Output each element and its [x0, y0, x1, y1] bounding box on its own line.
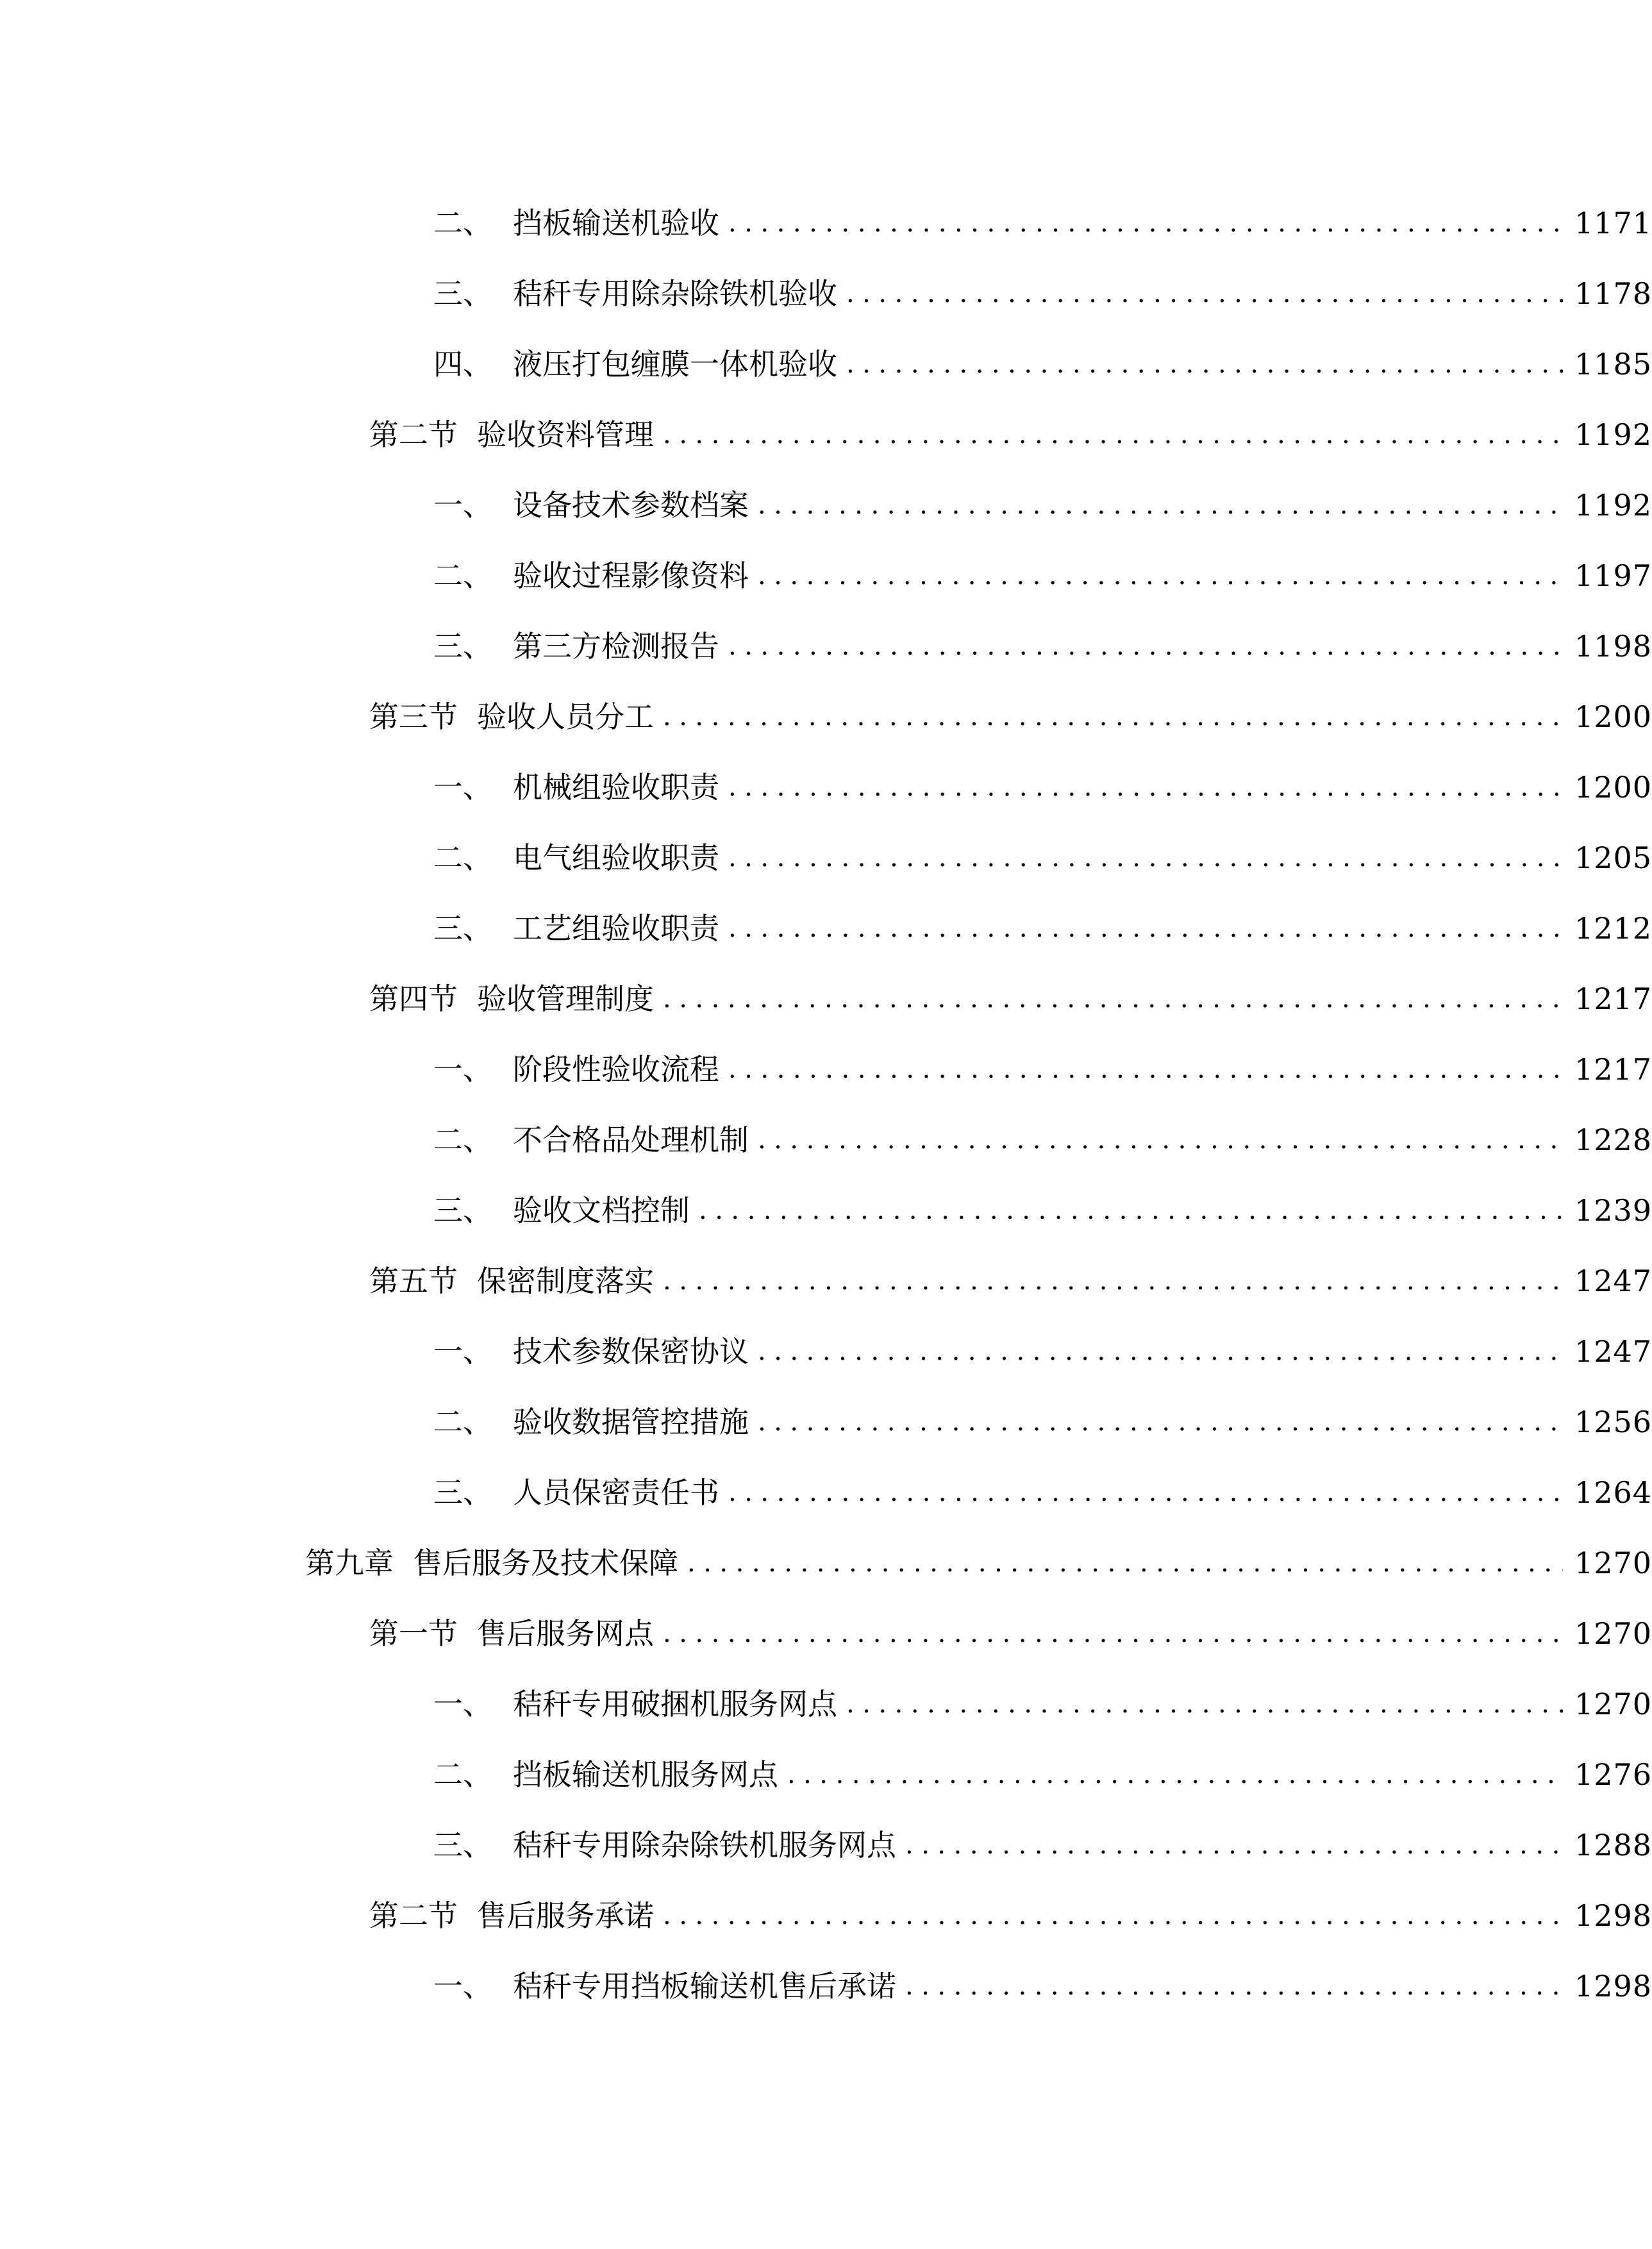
toc-entry[interactable] — [433, 342, 1652, 387]
toc-entry-number: 三、 — [433, 629, 492, 664]
dot-leader — [758, 553, 1563, 598]
toc-entry[interactable] — [369, 1893, 1652, 1938]
toc-entry-page: 1200 — [1574, 770, 1652, 805]
toc-entry-title: 挡板输送机验收 — [513, 206, 719, 240]
toc-entry-number: 三、 — [433, 911, 492, 946]
toc-entry-number: 三、 — [433, 1475, 492, 1510]
dot-leader — [728, 835, 1563, 880]
toc-entry-number: 一、 — [433, 488, 492, 523]
toc-entry-title: 验收管理制度 — [477, 982, 654, 1016]
toc-entry-page: 1228 — [1574, 1123, 1652, 1157]
toc-entry-page: 1247 — [1574, 1264, 1652, 1298]
dot-leader — [687, 1541, 1563, 1585]
toc-entry-page: 1270 — [1574, 1546, 1652, 1580]
toc-entry-page: 1270 — [1574, 1687, 1652, 1721]
toc-entry-title: 人员保密责任书 — [513, 1475, 719, 1510]
toc-entry[interactable] — [369, 1258, 1652, 1303]
dot-leader — [663, 1611, 1563, 1656]
toc-entry-page: 1192 — [1574, 417, 1652, 452]
toc-entry[interactable] — [433, 553, 1652, 598]
dot-leader — [663, 694, 1563, 739]
dot-leader — [728, 201, 1563, 246]
toc-entry-number: 第二节 — [369, 1898, 458, 1933]
toc-entry[interactable] — [433, 1329, 1652, 1374]
toc-entry-page: 1270 — [1574, 1616, 1652, 1651]
toc-entry-number: 三、 — [433, 1828, 492, 1862]
toc-entry-title: 设备技术参数档案 — [513, 488, 749, 523]
dot-leader — [846, 1682, 1563, 1726]
toc-entry-title: 验收过程影像资料 — [513, 558, 749, 593]
toc-entry[interactable] — [433, 271, 1652, 316]
toc-entry[interactable] — [433, 765, 1652, 810]
toc-entry[interactable] — [433, 1117, 1652, 1162]
toc-entry-number: 一、 — [433, 770, 492, 805]
dot-leader — [758, 483, 1563, 528]
toc-entry-title: 机械组验收职责 — [513, 770, 719, 805]
toc-entry-number: 二、 — [433, 1757, 492, 1792]
toc-entry-page: 1200 — [1574, 699, 1652, 734]
toc-entry-title: 秸秆专用除杂除铁机服务网点 — [513, 1828, 896, 1862]
toc-entry[interactable] — [433, 1400, 1652, 1444]
toc-entry-title: 秸秆专用除杂除铁机验收 — [513, 276, 837, 311]
toc-entry-number: 第五节 — [369, 1264, 458, 1298]
toc-entry[interactable] — [305, 1541, 1652, 1585]
toc-entry[interactable] — [433, 835, 1652, 880]
toc-entry-number: 二、 — [433, 840, 492, 875]
dot-leader — [728, 624, 1563, 669]
toc-entry-page: 1192 — [1574, 488, 1652, 523]
dot-leader — [699, 1188, 1563, 1233]
dot-leader — [758, 1117, 1563, 1162]
toc-entry[interactable] — [433, 201, 1652, 246]
toc-entry-page: 1197 — [1574, 558, 1652, 593]
toc-entry[interactable] — [433, 1470, 1652, 1515]
toc-entry-page: 1256 — [1574, 1405, 1652, 1439]
toc-entry[interactable] — [433, 1682, 1652, 1726]
dot-leader — [663, 1893, 1563, 1938]
toc-entry-number: 三、 — [433, 1193, 492, 1228]
toc-entry-page: 1185 — [1574, 347, 1652, 381]
toc-entry[interactable] — [369, 976, 1652, 1021]
toc-entry-page: 1247 — [1574, 1334, 1652, 1369]
toc-entry-number: 一、 — [433, 1052, 492, 1087]
toc-entry-title: 电气组验收职责 — [513, 840, 719, 875]
toc-entry-title: 秸秆专用破捆机服务网点 — [513, 1687, 837, 1721]
toc-entry-number: 二、 — [433, 558, 492, 593]
toc-entry[interactable] — [433, 1752, 1652, 1797]
dot-leader — [846, 342, 1563, 387]
toc-entry-page: 1198 — [1574, 629, 1652, 664]
toc-entry-title: 验收人员分工 — [477, 699, 654, 734]
toc-entry-title: 阶段性验收流程 — [513, 1052, 719, 1087]
dot-leader — [787, 1752, 1563, 1797]
toc-entry[interactable] — [433, 1047, 1652, 1092]
dot-leader — [663, 412, 1563, 457]
toc-entry[interactable] — [433, 1823, 1652, 1868]
toc-entry-page: 1264 — [1574, 1475, 1652, 1510]
toc-entry-number: 二、 — [433, 1405, 492, 1439]
toc-entry-page: 1212 — [1574, 911, 1652, 946]
toc-entry-number: 一、 — [433, 1969, 492, 2003]
toc-entry-page: 1298 — [1574, 1969, 1652, 2003]
dot-leader — [728, 906, 1563, 951]
toc-entry-number: 第九章 — [305, 1546, 394, 1580]
toc-entry-title: 挡板输送机服务网点 — [513, 1757, 778, 1792]
dot-leader — [846, 271, 1563, 316]
toc-entry-title: 技术参数保密协议 — [513, 1334, 749, 1369]
toc-entry[interactable] — [433, 1188, 1652, 1233]
toc-entry-page: 1276 — [1574, 1757, 1652, 1792]
toc-entry-title: 工艺组验收职责 — [513, 911, 719, 946]
toc-entry-page: 1178 — [1574, 276, 1652, 311]
toc-entry-number: 第二节 — [369, 417, 458, 452]
toc-entry-title: 第三方检测报告 — [513, 629, 719, 664]
toc-entry-title: 验收文档控制 — [513, 1193, 690, 1228]
dot-leader — [728, 765, 1563, 810]
toc-entry-title: 不合格品处理机制 — [513, 1123, 749, 1157]
toc-entry-title: 保密制度落实 — [477, 1264, 654, 1298]
toc-entry-title: 验收资料管理 — [477, 417, 654, 452]
toc-entry[interactable] — [433, 624, 1652, 669]
toc-entry-title: 秸秆专用挡板输送机售后承诺 — [513, 1969, 896, 2003]
toc-entry-title: 验收数据管控措施 — [513, 1405, 749, 1439]
toc-entry-page: 1239 — [1574, 1193, 1652, 1228]
toc-entry-page: 1298 — [1574, 1898, 1652, 1933]
toc-entry[interactable] — [433, 1964, 1652, 2009]
toc-entry-number: 第四节 — [369, 982, 458, 1016]
toc-entry-title: 售后服务承诺 — [477, 1898, 654, 1933]
dot-leader — [758, 1400, 1563, 1444]
toc-entry-page: 1205 — [1574, 840, 1652, 875]
toc-entry[interactable] — [369, 412, 1652, 457]
toc-entry-page: 1171 — [1574, 206, 1652, 240]
toc-entry-title: 液压打包缠膜一体机验收 — [513, 347, 837, 381]
toc-entry-number: 二、 — [433, 1123, 492, 1157]
toc-entry-number: 四、 — [433, 347, 492, 381]
toc-entry-number: 一、 — [433, 1687, 492, 1721]
dot-leader — [728, 1470, 1563, 1515]
toc-entry-number: 第三节 — [369, 699, 458, 734]
toc-entry-number: 第一节 — [369, 1616, 458, 1651]
toc-entry-page: 1288 — [1574, 1828, 1652, 1862]
toc-entry-number: 三、 — [433, 276, 492, 311]
toc-entry-number: 一、 — [433, 1334, 492, 1369]
toc-entry[interactable] — [369, 1611, 1652, 1656]
toc-entry[interactable] — [433, 906, 1652, 951]
toc-entry[interactable] — [369, 694, 1652, 739]
dot-leader — [905, 1823, 1563, 1868]
toc-entry-page: 1217 — [1574, 1052, 1652, 1087]
toc-entry[interactable] — [433, 483, 1652, 528]
toc-entry-page: 1217 — [1574, 982, 1652, 1016]
dot-leader — [663, 1258, 1563, 1303]
dot-leader — [663, 976, 1563, 1021]
dot-leader — [905, 1964, 1563, 2009]
toc-entry-title: 售后服务网点 — [477, 1616, 654, 1651]
dot-leader — [728, 1047, 1563, 1092]
toc-entry-number: 二、 — [433, 206, 492, 240]
toc-entry-title: 售后服务及技术保障 — [413, 1546, 678, 1580]
dot-leader — [758, 1329, 1563, 1374]
